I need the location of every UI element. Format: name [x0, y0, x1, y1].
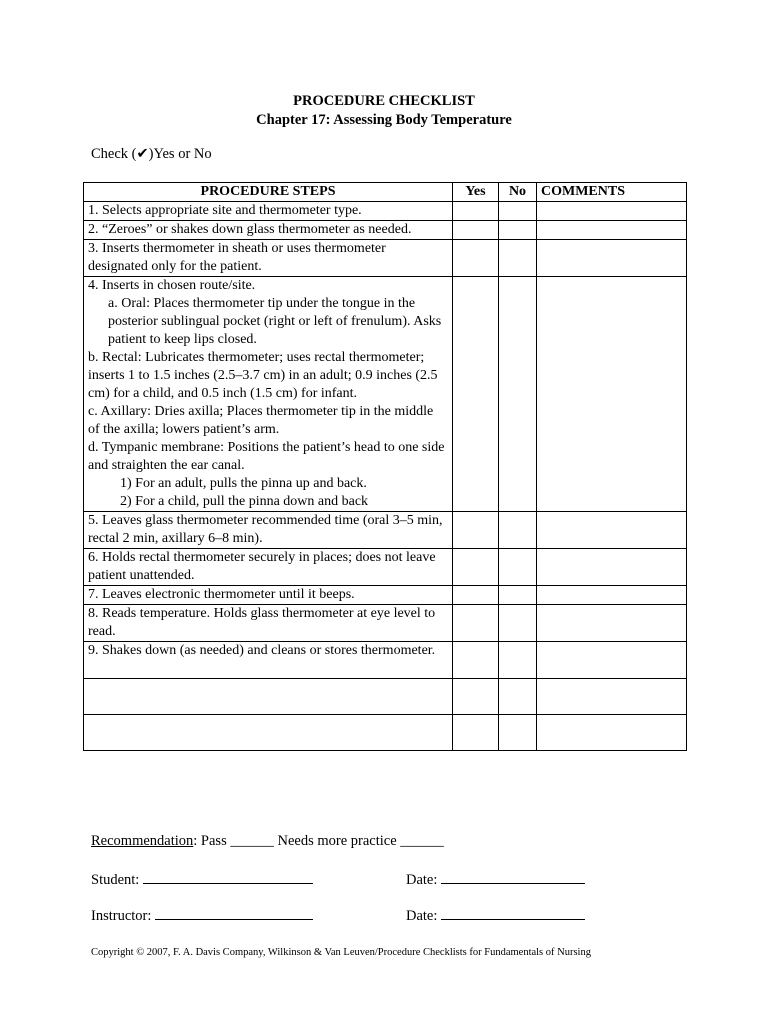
instructor-date	[406, 905, 585, 925]
table-row	[84, 512, 687, 549]
student-date	[406, 869, 585, 889]
yes-checkbox-cell[interactable]	[453, 240, 499, 277]
substep-oral: a. Oral: Places thermometer tip under the tongue in the posterior sublingual pocket (right or left of frenulum). Asks patient to keep lips closed.	[108, 296, 442, 347]
yes-checkbox-cell[interactable]	[453, 715, 499, 751]
yes-checkbox-cell[interactable]	[453, 679, 499, 715]
blank-step-cell[interactable]	[84, 679, 453, 715]
substep-adult: 1) For an adult, pulls the pinna up and back.	[120, 476, 367, 491]
step-text: 2. “Zeroes” or shakes down glass thermometer as needed.	[88, 222, 412, 237]
instructor-label: Instructor:	[91, 908, 152, 924]
no-checkbox-cell[interactable]	[499, 642, 537, 679]
no-checkbox-cell[interactable]	[499, 586, 537, 605]
table-row	[84, 586, 687, 605]
check-instructions: Check (✔)Yes or No	[91, 146, 212, 162]
step-text: 8. Reads temperature. Holds glass thermometer at eye level to read.	[88, 606, 436, 639]
column-header-no: No	[499, 183, 537, 202]
step-cell	[84, 221, 453, 240]
yes-checkbox-cell[interactable]	[453, 277, 499, 512]
step-cell	[84, 605, 453, 642]
step-cell	[84, 512, 453, 549]
no-checkbox-cell[interactable]	[499, 240, 537, 277]
step-cell	[84, 240, 453, 277]
table-row	[84, 605, 687, 642]
student-label: Student:	[91, 872, 140, 888]
procedure-table	[83, 182, 687, 751]
yes-checkbox-cell[interactable]	[453, 642, 499, 679]
page-title: PROCEDURE CHECKLIST	[293, 93, 475, 109]
step-cell	[84, 549, 453, 586]
step-text: 7. Leaves electronic thermometer until it beeps.	[88, 587, 355, 602]
yes-checkbox-cell[interactable]	[453, 512, 499, 549]
comments-cell[interactable]	[537, 715, 687, 751]
comments-cell[interactable]	[537, 512, 687, 549]
yes-checkbox-cell[interactable]	[453, 549, 499, 586]
no-checkbox-cell[interactable]	[499, 221, 537, 240]
step-text: 3. Inserts thermometer in sheath or uses thermometer designated only for the patient.	[88, 241, 386, 274]
yes-checkbox-cell[interactable]	[453, 221, 499, 240]
comments-cell[interactable]	[537, 202, 687, 221]
no-checkbox-cell[interactable]	[499, 679, 537, 715]
instructor-date-field[interactable]	[441, 905, 585, 920]
comments-cell[interactable]	[537, 549, 687, 586]
step-cell	[84, 642, 453, 679]
yes-checkbox-cell[interactable]	[453, 586, 499, 605]
step-text: 4. Inserts in chosen route/site.	[88, 278, 256, 293]
step-text: 9. Shakes down (as needed) and cleans or stores thermometer.	[88, 643, 436, 658]
column-header-yes: Yes	[453, 183, 499, 202]
yes-checkbox-cell[interactable]	[453, 605, 499, 642]
step-text: 6. Holds rectal thermometer securely in places; does not leave patient unattended.	[88, 550, 436, 583]
step-cell	[84, 277, 453, 512]
no-checkbox-cell[interactable]	[499, 605, 537, 642]
substep-axillary: c. Axillary: Dries axilla; Places thermometer tip in the middle of the axilla; lowers patient’s arm.	[88, 404, 434, 437]
substep-rectal: b. Rectal: Lubricates thermometer; uses rectal thermometer; inserts 1 to 1.5 inches (2.5–3.7 cm) in an adult; 0.9 inches (2.5 cm) for a child, and 0.5 inch (1.5 cm) for infant.	[88, 350, 438, 401]
instructor-name-field[interactable]	[155, 905, 313, 920]
recommendation-line	[91, 833, 444, 850]
recommendation-label: Recommendation	[91, 833, 194, 849]
comments-cell[interactable]	[537, 240, 687, 277]
blank-row	[84, 679, 687, 715]
comments-cell[interactable]	[537, 586, 687, 605]
no-checkbox-cell[interactable]	[499, 202, 537, 221]
student-name-field[interactable]	[143, 869, 313, 884]
table-row	[84, 549, 687, 586]
chapter-subtitle: Chapter 17: Assessing Body Temperature	[256, 112, 512, 128]
recommendation-options: : Pass ______ Needs more practice ______	[193, 833, 444, 849]
step-cell	[84, 586, 453, 605]
student-signature	[91, 869, 313, 889]
table-row	[84, 642, 687, 679]
table-row	[84, 240, 687, 277]
table-row	[84, 277, 687, 512]
copyright-footer: Copyright © 2007, F. A. Davis Company, Wilkinson & Van Leuven/Procedure Checklists for Fundamentals of Nursing	[91, 947, 591, 958]
comments-cell[interactable]	[537, 605, 687, 642]
blank-row	[84, 715, 687, 751]
no-checkbox-cell[interactable]	[499, 715, 537, 751]
step-cell	[84, 202, 453, 221]
column-header-steps: PROCEDURE STEPS	[84, 183, 453, 202]
comments-cell[interactable]	[537, 221, 687, 240]
blank-step-cell[interactable]	[84, 715, 453, 751]
comments-cell[interactable]	[537, 277, 687, 512]
no-checkbox-cell[interactable]	[499, 512, 537, 549]
substep-child: 2) For a child, pull the pinna down and back	[120, 494, 369, 509]
comments-cell[interactable]	[537, 642, 687, 679]
column-header-comments: COMMENTS	[537, 183, 687, 202]
date-label: Date:	[406, 908, 438, 924]
table-row	[84, 202, 687, 221]
table-row	[84, 221, 687, 240]
student-date-field[interactable]	[441, 869, 585, 884]
step-text: 5. Leaves glass thermometer recommended time (oral 3–5 min, rectal 2 min, axillary 6–8 min).	[88, 513, 443, 546]
instructor-signature	[91, 905, 313, 925]
table-header-row	[84, 183, 687, 202]
substep-tympanic: d. Tympanic membrane: Positions the patient’s head to one side and straighten the ear canal.	[88, 440, 445, 473]
no-checkbox-cell[interactable]	[499, 549, 537, 586]
comments-cell[interactable]	[537, 679, 687, 715]
date-label: Date:	[406, 872, 438, 888]
yes-checkbox-cell[interactable]	[453, 202, 499, 221]
step-text: 1. Selects appropriate site and thermometer type.	[88, 203, 362, 218]
no-checkbox-cell[interactable]	[499, 277, 537, 512]
